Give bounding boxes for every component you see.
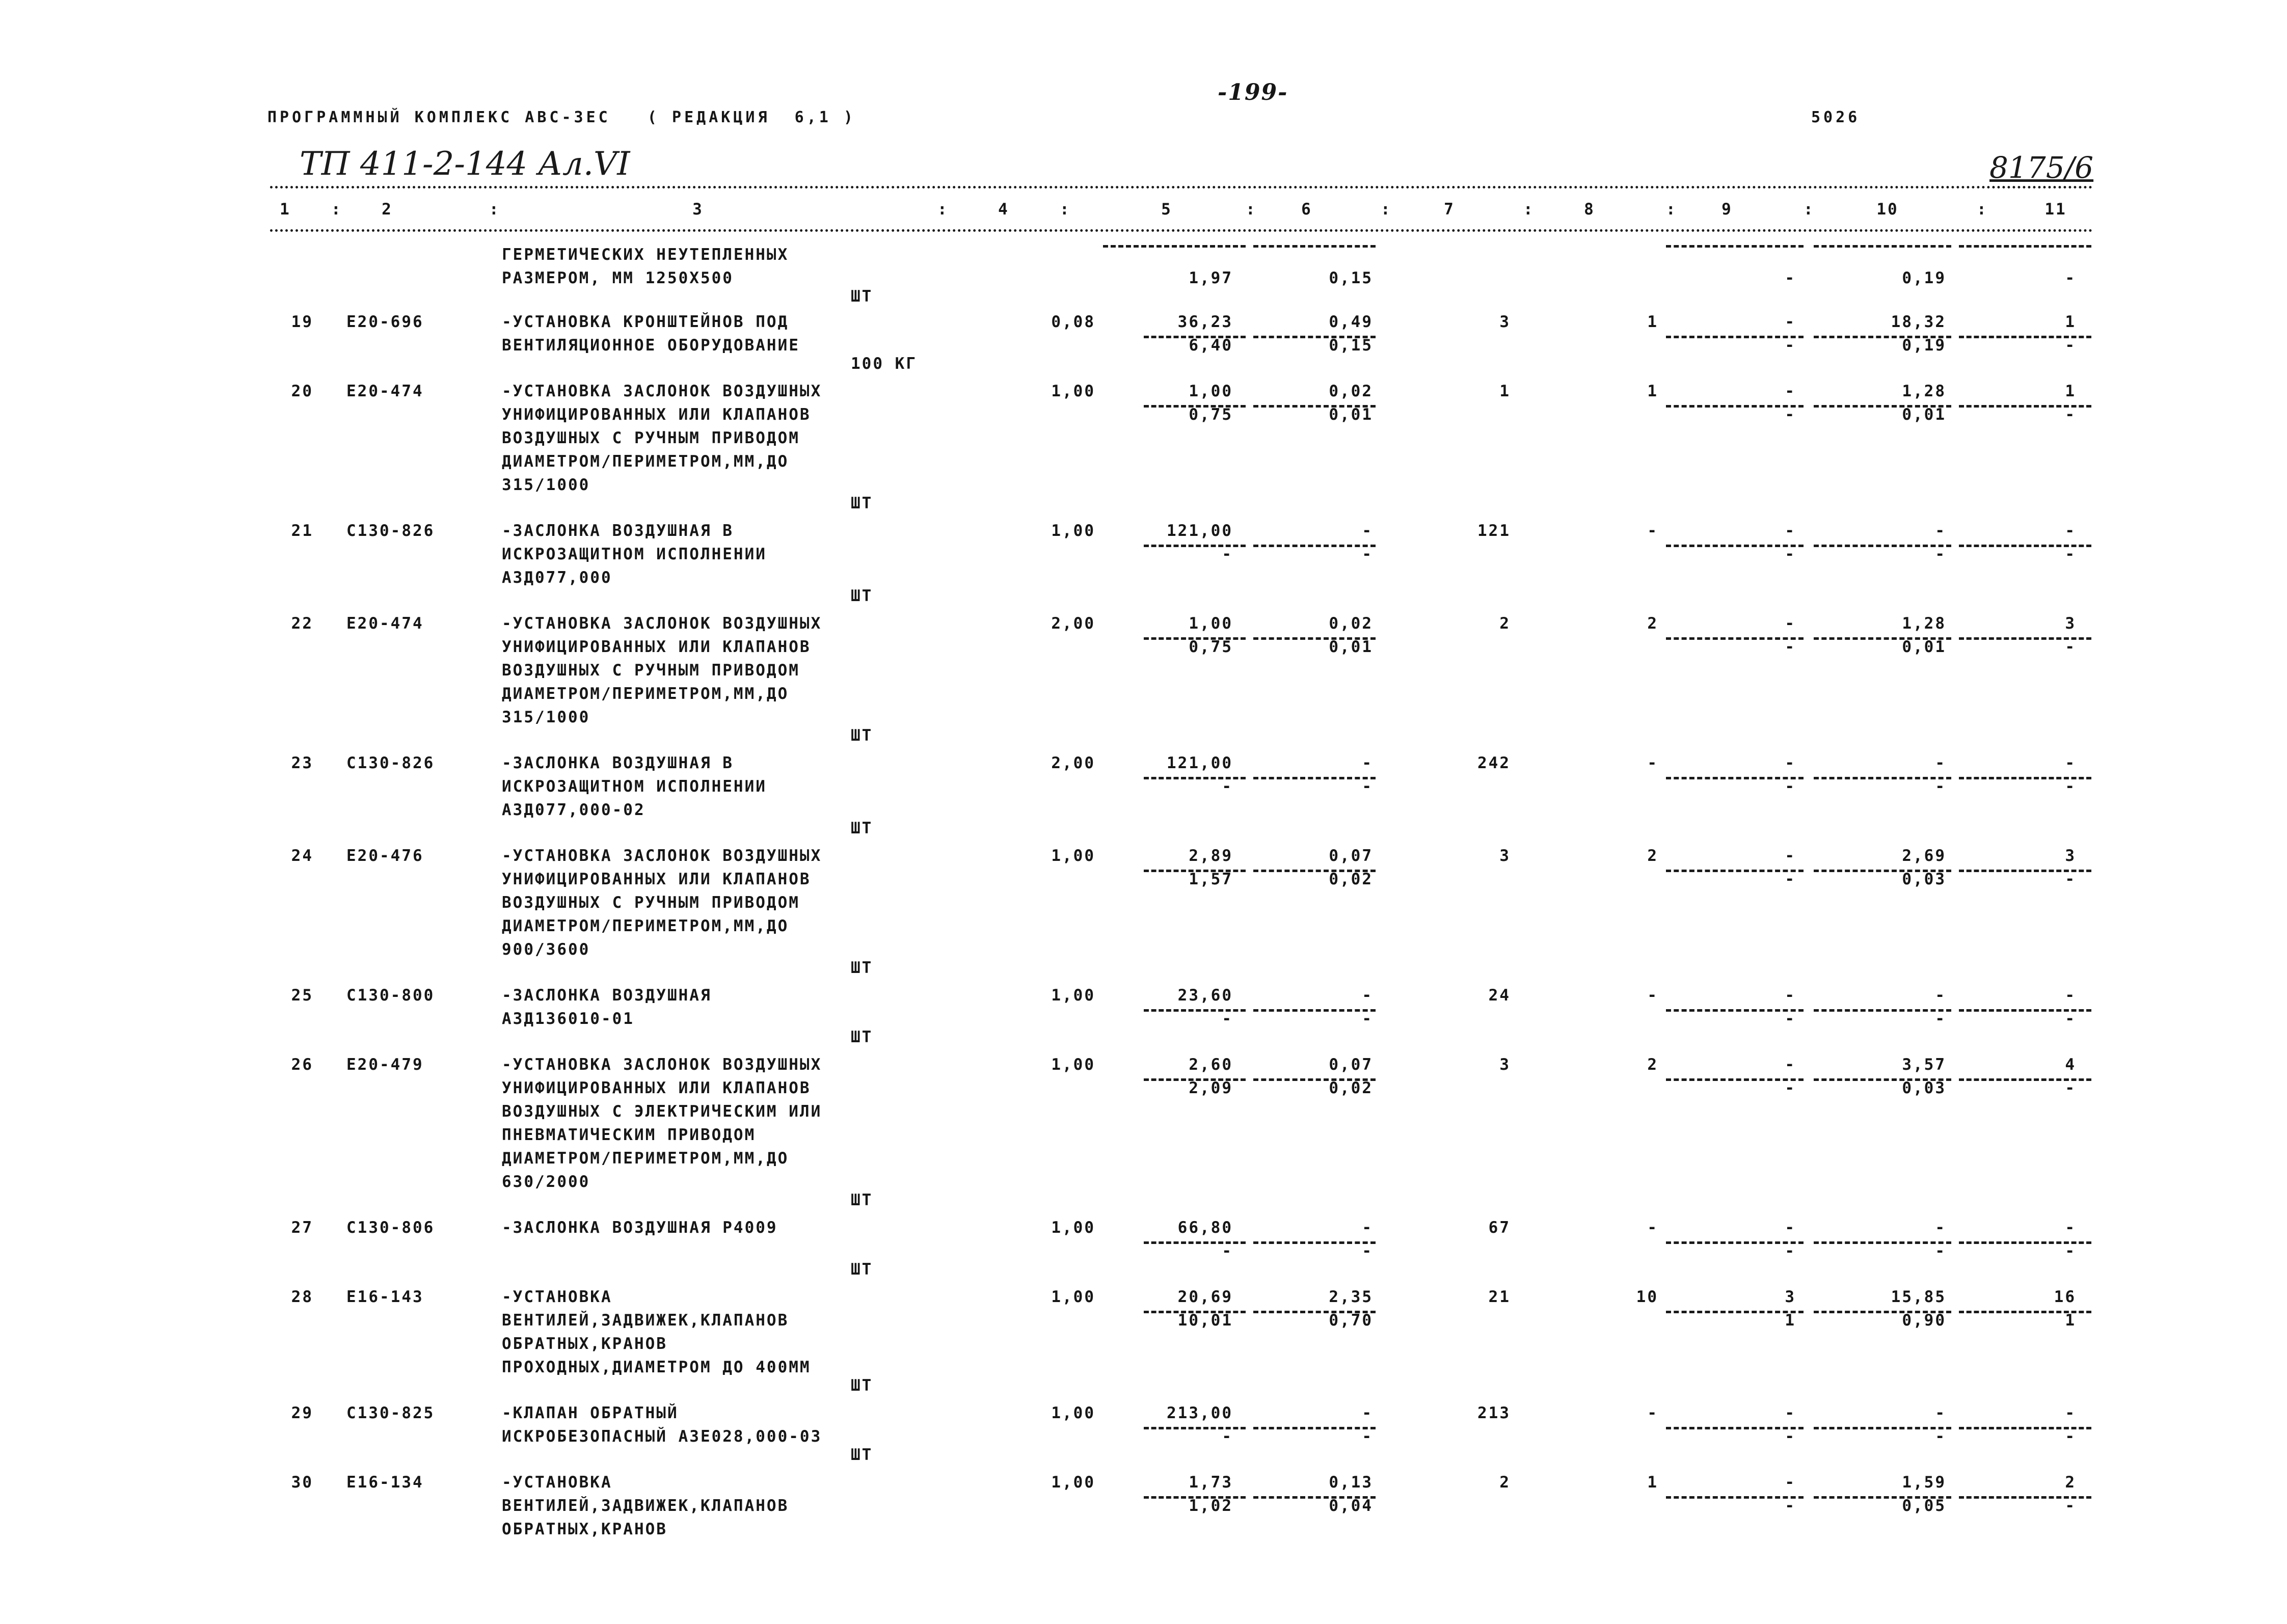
col5-value: 121,00 xyxy=(1167,522,1233,540)
col10-value: 1,28 xyxy=(1902,614,1946,633)
row-number: 26 xyxy=(291,1055,313,1074)
col9-separator xyxy=(1666,1311,1804,1313)
col10-separator xyxy=(1814,1427,1951,1429)
col11-value: - xyxy=(2065,754,2076,772)
description-line: -УСТАНОВКА ЗАСЛОНОК ВОЗДУШНЫХ xyxy=(502,614,822,633)
col5-value: 1,73 xyxy=(1189,1473,1233,1492)
col10-separator xyxy=(1814,545,1951,547)
col6-separator xyxy=(1253,777,1376,779)
col10-value: - xyxy=(1935,986,1946,1005)
resource-code: Е20-476 xyxy=(346,847,424,865)
quantity-cell: 1,00 xyxy=(1051,522,1095,540)
col5-subvalue: 1,97 xyxy=(1189,269,1233,287)
col7-value: 2 xyxy=(1499,1473,1511,1492)
description-line: 900/3600 xyxy=(502,940,590,959)
col9-separator xyxy=(1666,405,1804,408)
col8-value: - xyxy=(1647,1404,1658,1422)
column-number: 6 xyxy=(1301,200,1312,219)
col6-separator xyxy=(1253,1009,1376,1012)
col11-subvalue: - xyxy=(2065,545,2076,563)
quantity-cell: 2,00 xyxy=(1051,614,1095,633)
description-line: ВОЗДУШНЫХ С РУЧНЫМ ПРИВОДОМ xyxy=(502,429,800,447)
resource-code: С130-825 xyxy=(346,1404,435,1422)
description-line: 630/2000 xyxy=(502,1173,590,1191)
col9-subvalue: - xyxy=(1785,1010,1796,1028)
col9-subvalue: - xyxy=(1785,1497,1796,1515)
col10-subvalue: 0,05 xyxy=(1902,1497,1946,1515)
col11-value: - xyxy=(2065,986,2076,1005)
col11-value: 3 xyxy=(2065,847,2076,865)
description-line: ДИАМЕТРОМ/ПЕРИМЕТРОМ,ММ,ДО xyxy=(502,452,789,471)
col6-value: 0,13 xyxy=(1329,1473,1373,1492)
col8-value: 1 xyxy=(1647,313,1658,331)
col11-subvalue: - xyxy=(2065,1242,2076,1260)
col9-value: - xyxy=(1785,754,1796,772)
description-line: ОБРАТНЫХ,КРАНОВ xyxy=(502,1520,667,1538)
col5-value: 2,89 xyxy=(1189,847,1233,865)
col6-value: - xyxy=(1362,986,1373,1005)
resource-code: Е20-474 xyxy=(346,614,424,633)
col11-subvalue: - xyxy=(2065,1079,2076,1097)
col7-value: 242 xyxy=(1477,754,1511,772)
col5-subvalue: - xyxy=(1222,1427,1233,1446)
col5-value: 66,80 xyxy=(1177,1219,1233,1237)
description-line: ВОЗДУШНЫХ С ЭЛЕКТРИЧЕСКИМ ИЛИ xyxy=(502,1102,822,1121)
quantity-cell: 1,00 xyxy=(1051,847,1095,865)
col11-value: 1 xyxy=(2065,313,2076,331)
col11-subvalue: - xyxy=(2065,1497,2076,1515)
col10-value: 15,85 xyxy=(1891,1288,1946,1306)
quantity-cell: 1,00 xyxy=(1051,986,1095,1005)
unit-label: ШТ xyxy=(851,726,873,745)
description-line: ПНЕВМАТИЧЕСКИМ ПРИВОДОМ xyxy=(502,1126,756,1144)
col9-value: - xyxy=(1785,614,1796,633)
col10-value: 1,59 xyxy=(1902,1473,1946,1492)
col5-value: 2,60 xyxy=(1189,1055,1233,1074)
description-line: ВЕНТИЛЕЙ,ЗАДВИЖЕК,КЛАПАНОВ xyxy=(502,1497,789,1515)
col11-subvalue: - xyxy=(2065,336,2076,355)
quantity-cell: 1,00 xyxy=(1051,382,1095,400)
col6-value: - xyxy=(1362,1219,1373,1237)
col5-subvalue: 0,75 xyxy=(1189,405,1233,424)
description-line: -ЗАСЛОНКА ВОЗДУШНАЯ В xyxy=(502,522,734,540)
col10-subvalue: 0,01 xyxy=(1902,638,1946,656)
column-number: 4 xyxy=(998,200,1009,219)
col6-separator xyxy=(1253,1427,1376,1429)
unit-label: ШТ xyxy=(851,1376,873,1395)
unit-label: ШТ xyxy=(851,1446,873,1464)
col7-value: 2 xyxy=(1499,614,1511,633)
column-separator: : xyxy=(1381,200,1392,219)
column-separator: : xyxy=(1246,200,1257,219)
col11-subvalue: - xyxy=(2065,405,2076,424)
column-separator: : xyxy=(489,200,500,219)
col10-subvalue: 0,01 xyxy=(1902,405,1946,424)
col6-value: 0,07 xyxy=(1329,1055,1373,1074)
col6-value: - xyxy=(1362,1404,1373,1422)
handwritten-sheet-number: 8175/6 xyxy=(1989,150,2094,185)
quantity-cell: 1,00 xyxy=(1051,1473,1095,1492)
col6-subvalue: 0,01 xyxy=(1329,638,1373,656)
description-line: ВОЗДУШНЫХ С РУЧНЫМ ПРИВОДОМ xyxy=(502,894,800,912)
description-line: ИСКРОБЕЗОПАСНЫЙ АЗЕ028,000-03 xyxy=(502,1427,822,1446)
row-number: 30 xyxy=(291,1473,313,1492)
col11-value: - xyxy=(2065,522,2076,540)
unit-label: ШТ xyxy=(851,1260,873,1279)
col5-value: 1,00 xyxy=(1189,382,1233,400)
col11-subvalue: - xyxy=(2065,638,2076,656)
col5-separator xyxy=(1103,245,1246,248)
col5-subvalue: 10,01 xyxy=(1177,1311,1233,1330)
column-number: 7 xyxy=(1444,200,1455,219)
col9-value: - xyxy=(1785,1055,1796,1074)
col8-value: - xyxy=(1647,522,1658,540)
row-number: 20 xyxy=(291,382,313,400)
col9-subvalue: - xyxy=(1785,269,1796,287)
col9-value: - xyxy=(1785,1404,1796,1422)
col6-value: 0,02 xyxy=(1329,614,1373,633)
col9-value: - xyxy=(1785,522,1796,540)
unit-label: ШТ xyxy=(851,1028,873,1046)
row-number: 25 xyxy=(291,986,313,1005)
col10-subvalue: 0,03 xyxy=(1902,1079,1946,1097)
description-line: АЗД136010-01 xyxy=(502,1010,634,1028)
col9-subvalue: - xyxy=(1785,405,1796,424)
col10-subvalue: 0,03 xyxy=(1902,870,1946,888)
quantity-cell: 0,08 xyxy=(1051,313,1095,331)
col11-value: 4 xyxy=(2065,1055,2076,1074)
col9-subvalue: - xyxy=(1785,1079,1796,1097)
handwritten-project-code: ТП 411-2-144 Ал.VI xyxy=(300,145,630,183)
resource-code: Е20-696 xyxy=(346,313,424,331)
description-line: УНИФИЦИРОВАННЫХ ИЛИ КЛАПАНОВ xyxy=(502,405,811,424)
col6-subvalue: 0,02 xyxy=(1329,1079,1373,1097)
col7-value: 3 xyxy=(1499,847,1511,865)
col6-value: 0,49 xyxy=(1329,313,1373,331)
description-line: -УСТАНОВКА xyxy=(502,1288,612,1306)
col9-value: - xyxy=(1785,313,1796,331)
col10-subvalue: 0,90 xyxy=(1902,1311,1946,1330)
col9-separator xyxy=(1666,637,1804,640)
description-line: ДИАМЕТРОМ/ПЕРИМЕТРОМ,ММ,ДО xyxy=(502,917,789,935)
page-number: -199- xyxy=(1218,79,1288,105)
col8-value: - xyxy=(1647,986,1658,1005)
col5-subvalue: - xyxy=(1222,545,1233,563)
description-line: ОБРАТНЫХ,КРАНОВ xyxy=(502,1335,667,1353)
col7-value: 21 xyxy=(1488,1288,1511,1306)
col8-value: - xyxy=(1647,1219,1658,1237)
col10-subvalue: - xyxy=(1935,1010,1946,1028)
quantity-cell: 1,00 xyxy=(1051,1055,1095,1074)
row-number: 22 xyxy=(291,614,313,633)
description-line: ГЕРМЕТИЧЕСКИХ НЕУТЕПЛЕННЫХ xyxy=(502,246,789,264)
description-line: УНИФИЦИРОВАННЫХ ИЛИ КЛАПАНОВ xyxy=(502,870,811,888)
col10-separator xyxy=(1814,1241,1951,1244)
column-separator: : xyxy=(1804,200,1815,219)
header-top-rule xyxy=(270,186,2093,188)
col6-value: 0,07 xyxy=(1329,847,1373,865)
col5-subvalue: 1,02 xyxy=(1189,1497,1233,1515)
description-line: -УСТАНОВКА ЗАСЛОНОК ВОЗДУШНЫХ xyxy=(502,1055,822,1074)
description-line: ДИАМЕТРОМ/ПЕРИМЕТРОМ,ММ,ДО xyxy=(502,1149,789,1168)
col6-subvalue: - xyxy=(1362,1427,1373,1446)
col8-value: 1 xyxy=(1647,382,1658,400)
row-number: 23 xyxy=(291,754,313,772)
unit-label: 100 КГ xyxy=(851,355,917,373)
row-number: 27 xyxy=(291,1219,313,1237)
col6-subvalue: - xyxy=(1362,777,1373,796)
col10-value: 18,32 xyxy=(1891,313,1946,331)
col10-subvalue: - xyxy=(1935,777,1946,796)
description-line: -ЗАСЛОНКА ВОЗДУШНАЯ В xyxy=(502,754,734,772)
resource-code: С130-826 xyxy=(346,522,435,540)
resource-code: Е20-474 xyxy=(346,382,424,400)
unit-label: ШТ xyxy=(851,819,873,837)
col10-value: 3,57 xyxy=(1902,1055,1946,1074)
col9-subvalue: 1 xyxy=(1785,1311,1796,1330)
col5-subvalue: - xyxy=(1222,1010,1233,1028)
col6-separator xyxy=(1253,245,1376,248)
col6-subvalue: 0,02 xyxy=(1329,870,1373,888)
description-line: -УСТАНОВКА ЗАСЛОНОК ВОЗДУШНЫХ xyxy=(502,847,822,865)
col6-subvalue: 0,70 xyxy=(1329,1311,1373,1330)
col9-value: - xyxy=(1785,1473,1796,1492)
col10-separator xyxy=(1814,777,1951,779)
col6-value: 0,02 xyxy=(1329,382,1373,400)
col6-subvalue: - xyxy=(1362,1242,1373,1260)
col8-value: 2 xyxy=(1647,1055,1658,1074)
col11-subvalue: - xyxy=(2065,870,2076,888)
col11-value: - xyxy=(2065,1404,2076,1422)
col10-value: 1,28 xyxy=(1902,382,1946,400)
description-line: ИСКРОЗАЩИТНОМ ИСПОЛНЕНИИ xyxy=(502,545,767,563)
col9-subvalue: - xyxy=(1785,870,1796,888)
col9-separator xyxy=(1666,545,1804,547)
col7-value: 1 xyxy=(1499,382,1511,400)
column-number: 2 xyxy=(382,200,393,219)
description-line: ВЕНТИЛЕЙ,ЗАДВИЖЕК,КЛАПАНОВ xyxy=(502,1311,789,1330)
description-line: УНИФИЦИРОВАННЫХ ИЛИ КЛАПАНОВ xyxy=(502,638,811,656)
col9-subvalue: - xyxy=(1785,1427,1796,1446)
col7-value: 121 xyxy=(1477,522,1511,540)
resource-code: С130-800 xyxy=(346,986,435,1005)
col10-subvalue: - xyxy=(1935,1427,1946,1446)
col6-subvalue: 0,01 xyxy=(1329,405,1373,424)
description-line: 315/1000 xyxy=(502,708,590,726)
description-line: РАЗМЕРОМ, ММ 1250Х500 xyxy=(502,269,734,287)
col7-value: 67 xyxy=(1488,1219,1511,1237)
col7-value: 24 xyxy=(1488,986,1511,1005)
col11-value: 2 xyxy=(2065,1473,2076,1492)
quantity-cell: 1,00 xyxy=(1051,1219,1095,1237)
description-line: -КЛАПАН ОБРАТНЫЙ xyxy=(502,1404,679,1422)
col9-separator xyxy=(1666,1427,1804,1429)
column-number: 10 xyxy=(1876,200,1899,219)
quantity-cell: 1,00 xyxy=(1051,1288,1095,1306)
col5-subvalue: 6,40 xyxy=(1189,336,1233,355)
col10-value: - xyxy=(1935,1404,1946,1422)
row-number: 24 xyxy=(291,847,313,865)
col10-subvalue: 0,19 xyxy=(1902,269,1946,287)
col10-value: - xyxy=(1935,1219,1946,1237)
col9-value: - xyxy=(1785,986,1796,1005)
col5-subvalue: - xyxy=(1222,777,1233,796)
col11-value: 16 xyxy=(2054,1288,2076,1306)
col9-separator xyxy=(1666,1496,1804,1499)
description-line: ДИАМЕТРОМ/ПЕРИМЕТРОМ,ММ,ДО xyxy=(502,685,789,703)
col5-value: 23,60 xyxy=(1177,986,1233,1005)
col9-subvalue: - xyxy=(1785,336,1796,355)
col11-value: 3 xyxy=(2065,614,2076,633)
row-number: 28 xyxy=(291,1288,313,1306)
col5-subvalue: 1,57 xyxy=(1189,870,1233,888)
col5-subvalue: - xyxy=(1222,1242,1233,1260)
description-line: -ЗАСЛОНКА ВОЗДУШНАЯ xyxy=(502,986,712,1005)
unit-label: ШТ xyxy=(851,287,873,306)
col10-separator xyxy=(1814,1009,1951,1012)
col6-value: - xyxy=(1362,522,1373,540)
description-line: ПРОХОДНЫХ,ДИАМЕТРОМ ДО 400ММ xyxy=(502,1358,811,1376)
col9-separator xyxy=(1666,777,1804,779)
col5-value: 36,23 xyxy=(1177,313,1233,331)
column-number: 8 xyxy=(1584,200,1595,219)
column-number: 3 xyxy=(692,200,704,219)
col5-value: 1,00 xyxy=(1189,614,1233,633)
col11-subvalue: - xyxy=(2065,1427,2076,1446)
column-number: 9 xyxy=(1721,200,1733,219)
col6-subvalue: 0,15 xyxy=(1329,336,1373,355)
col11-value: 1 xyxy=(2065,382,2076,400)
col9-value: 3 xyxy=(1785,1288,1796,1306)
col9-separator xyxy=(1666,1241,1804,1244)
description-line: АЗД077,000 xyxy=(502,569,612,587)
description-line: УНИФИЦИРОВАННЫХ ИЛИ КЛАПАНОВ xyxy=(502,1079,811,1097)
col11-value: - xyxy=(2065,1219,2076,1237)
unit-label: ШТ xyxy=(851,494,873,512)
col10-separator xyxy=(1814,245,1951,248)
col6-subvalue: - xyxy=(1362,1010,1373,1028)
col9-value: - xyxy=(1785,847,1796,865)
unit-label: ШТ xyxy=(851,959,873,977)
col10-value: 2,69 xyxy=(1902,847,1946,865)
col5-value: 213,00 xyxy=(1167,1404,1233,1422)
resource-code: С130-826 xyxy=(346,754,435,772)
col9-separator xyxy=(1666,336,1804,338)
col9-value: - xyxy=(1785,1219,1796,1237)
row-number: 29 xyxy=(291,1404,313,1422)
col7-value: 213 xyxy=(1477,1404,1511,1422)
program-header: ПРОГРАММНЫЙ КОМПЛЕКС АВС-ЗЕС ( РЕДАКЦИЯ 6,1 ) xyxy=(267,109,856,126)
resource-code: Е20-479 xyxy=(346,1055,424,1074)
col9-subvalue: - xyxy=(1785,1242,1796,1260)
col11-subvalue: 1 xyxy=(2065,1311,2076,1330)
col11-separator xyxy=(1959,245,2091,248)
col10-subvalue: - xyxy=(1935,1242,1946,1260)
row-number: 21 xyxy=(291,522,313,540)
col6-separator xyxy=(1253,1241,1376,1244)
col10-value: - xyxy=(1935,754,1946,772)
col11-subvalue: - xyxy=(2065,777,2076,796)
header-bottom-rule xyxy=(270,229,2093,232)
col9-value: - xyxy=(1785,382,1796,400)
col6-subvalue: 0,04 xyxy=(1329,1497,1373,1515)
col7-value: 3 xyxy=(1499,1055,1511,1074)
col10-subvalue: 0,19 xyxy=(1902,336,1946,355)
col9-separator xyxy=(1666,1078,1804,1081)
column-separator: : xyxy=(937,200,949,219)
col9-separator xyxy=(1666,245,1804,248)
col8-value: 2 xyxy=(1647,614,1658,633)
col8-value: 2 xyxy=(1647,847,1658,865)
col9-subvalue: - xyxy=(1785,545,1796,563)
col6-value: 2,35 xyxy=(1329,1288,1373,1306)
col5-subvalue: 2,09 xyxy=(1189,1079,1233,1097)
description-line: -УСТАНОВКА ЗАСЛОНОК ВОЗДУШНЫХ xyxy=(502,382,822,400)
row-number: 19 xyxy=(291,313,313,331)
col5-value: 121,00 xyxy=(1167,754,1233,772)
description-line: ИСКРОЗАЩИТНОМ ИСПОЛНЕНИИ xyxy=(502,777,767,796)
quantity-cell: 1,00 xyxy=(1051,1404,1095,1422)
description-line: АЗД077,000-02 xyxy=(502,801,645,819)
col6-subvalue: 0,15 xyxy=(1329,269,1373,287)
col10-value: - xyxy=(1935,522,1946,540)
column-separator: : xyxy=(1666,200,1677,219)
column-separator: : xyxy=(1060,200,1071,219)
col9-subvalue: - xyxy=(1785,777,1796,796)
col5-value: 20,69 xyxy=(1177,1288,1233,1306)
description-line: ВОЗДУШНЫХ С РУЧНЫМ ПРИВОДОМ xyxy=(502,661,800,680)
description-line: 315/1000 xyxy=(502,476,590,494)
col11-subvalue: - xyxy=(2065,1010,2076,1028)
col6-separator xyxy=(1253,545,1376,547)
column-number: 1 xyxy=(280,200,291,219)
quantity-cell: 2,00 xyxy=(1051,754,1095,772)
document-code: 5026 xyxy=(1811,109,1861,126)
col10-subvalue: - xyxy=(1935,545,1946,563)
col6-subvalue: - xyxy=(1362,545,1373,563)
description-line: -ЗАСЛОНКА ВОЗДУШНАЯ Р4009 xyxy=(502,1219,778,1237)
column-number: 5 xyxy=(1161,200,1172,219)
unit-label: ШТ xyxy=(851,1191,873,1209)
col9-separator xyxy=(1666,1009,1804,1012)
col8-value: 10 xyxy=(1636,1288,1658,1306)
description-line: ВЕНТИЛЯЦИОННОЕ ОБОРУДОВАНИЕ xyxy=(502,336,800,355)
resource-code: Е16-134 xyxy=(346,1473,424,1492)
col5-subvalue: 0,75 xyxy=(1189,638,1233,656)
col9-subvalue: - xyxy=(1785,638,1796,656)
col7-value: 3 xyxy=(1499,313,1511,331)
col8-value: - xyxy=(1647,754,1658,772)
column-separator: : xyxy=(331,200,342,219)
col8-value: 1 xyxy=(1647,1473,1658,1492)
column-number: 11 xyxy=(2044,200,2067,219)
resource-code: С130-806 xyxy=(346,1219,435,1237)
description-line: -УСТАНОВКА xyxy=(502,1473,612,1492)
col6-value: - xyxy=(1362,754,1373,772)
column-separator: : xyxy=(1977,200,1988,219)
description-line: -УСТАНОВКА КРОНШТЕЙНОВ ПОД xyxy=(502,313,789,331)
unit-label: ШТ xyxy=(851,587,873,605)
col11-subvalue: - xyxy=(2065,269,2076,287)
column-separator: : xyxy=(1523,200,1535,219)
col9-separator xyxy=(1666,870,1804,872)
resource-code: Е16-143 xyxy=(346,1288,424,1306)
